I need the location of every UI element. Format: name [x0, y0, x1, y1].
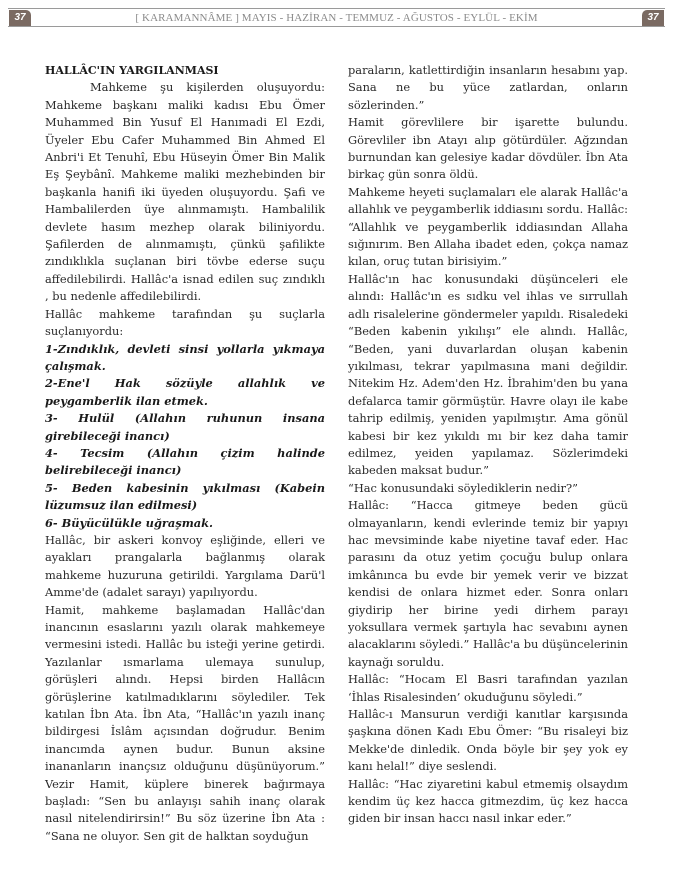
paragraph: Hallâc, bir askeri konvoy eşliğinde, elleri ve ayakları prangalarla bağlanmış olarak mahkeme huzuruna getirildi. Yargılama Darü'l Amme'de (adalet sarayı) yapılıyordu. [45, 532, 325, 600]
charge-item: 4- Tecsim (Allahın çizim halinde belirebileceği inancı) [45, 445, 325, 478]
paragraph: Hallâc'ın hac konusundaki düşünceleri ele alındı: Hallâc'ın es sıdku vel ihlas ve sırrullah adlı risalelerine göndermeler yapıldı. Risaledeki “Beden kabenin yıkılışı” ele alındı. Hallâc, “Beden, yani duvarlardan oluşan kabenin yıkılması, tekrar yapılmasına mani değildir. Nitekim Hz. Adem'den Hz. İbrahim'den bu yana defalarca tamir görmüştür. Havre olayı ile kabe tahrip edilmiş, yeniden yapılmıştır. Ama gönül kabesi bir kez yıkıldı mı bir kez daha tamir edilmez, yeiden yapılamaz. Sözlerimdeki kabeden maksat budur.” [348, 271, 628, 478]
page-number-right: 37 [642, 10, 664, 26]
page-number-left: 37 [9, 10, 31, 26]
paragraph: Hallâc mahkeme tarafından şu suçlarla suçlanıyordu: [45, 306, 325, 339]
paragraph: Hamit görevlilere bir işarette bulundu. Görevliler ibn Atayı alıp götürdüler. Ağzından burnundan kan gelesiye kadar dövdüler. İbn Ata birkaç gün sonra öldü. [348, 115, 628, 182]
paragraph: Mahkeme heyeti suçlamaları ele alarak Hallâc'a allahlık ve peygamberlik iddiasını sordu. Hallâc: “Allahlık ve peygamberlik iddiasından Allaha sığınırım. Ben Allaha ibadet eden, çokça namaz kılan, oruç tutan birisiyim.” [348, 184, 628, 269]
paragraph: Hamit, mahkeme başlamadan Hallâc'dan inancının esaslarını yazılı olarak mahkemeye vermesini istedi. Hallâc bu isteği yerine getirdi. Yazılanlar ısmarlama ulemaya sunulup, görüşleri alındı. Hepsi birden Hallâcın görüşlerine katılmadıklarını söylediler. Tek katılan İbn Ata. İbn Ata, “Hallâc'ın yazılı inanç bildirgesi İslâm açısından doğrudur. Benim inancımda aynen budur. Bunun aksine inananların inançsız olduğunu düşünüyorum.” Vezir Hamit, küplere binerek bağırmaya başladı: “Sen bu anlayışı sahih inanç olarak nasıl nitelendirirsin!” Bu söz üzerine İbn Ata : “Sana ne oluyor. Sen git de halktan soyduğun [45, 602, 325, 843]
charge-item: 1-Zındıklık, devleti sinsi yollarla yıkmaya çalışmak. [45, 341, 325, 373]
paragraph: Hallâc: “Hacca gitmeye beden gücü olmayanların, kendi evlerinde temiz bir yapıyı hac mevsiminde kabe niyetine tavaf eder. Hac parasını da otuz yetim çocuğu bulup onlara imkânınca bu evde bir yemek verir ve bizzat kendisi de onlara hizmet eder. Sonra onları giydirip her birine yedi dirhem parayı yoksullara vermek şartıyla hac sevabını aynen alacaklarını söyledi.” Hallâc'a bu düşüncelerinin kaynağı soruldu. [348, 498, 628, 669]
paragraph: Hallâc: “Hac ziyaretini kabul etmemiş olsaydım kendim üç kez hacca gitmezdim, üç kez hacca giden bir insan haccı nasıl inkar eder.” [348, 776, 628, 826]
running-header [8, 8, 665, 27]
paragraph: Mahkeme şu kişilerden oluşuyordu: Mahkeme başkanı maliki kadısı Ebu Ömer Muhammed Bin Yusuf El Hanımadi El Ezdi, Üyeler Ebu Cafer Muhammed Bin Ahmed El Anbri'i Et Tenuhî, Ebu Hüseyin Ömer Bin Malik Eş Şeybânî. Mahkeme maliki mezhebinden bir başkanla hanifi iki üyeden oluşuyordu. Şafi ve Hambalilerden üye alınmamıştı. Hambalilik devlete hasım mezhep olarak biliniyordu. Şafilerden de alınmamıştı, çünkü şafilikte zındıklıkla suçlanan biri tövbe ederse suçu affedilebilirdi. Hallâc'a isnad edilen suç zındıklı , bu nedenle affedilebilirdi. [45, 80, 325, 304]
paragraph: Hallâc-ı Mansurun verdiği kanıtlar karşısında şaşkına dönen Kadı Ebu Ömer: “Bu risaleyi biz Mekke'de dinledik. Onda böyle bir şey yok ey kanı helal!” diye seslendi. [348, 707, 628, 774]
charge-item: 3- Hulül (Allahın ruhunun insana girebileceği inancı) [45, 411, 325, 443]
right-column [348, 62, 628, 828]
publication-title: [ KARAMANNÂME ] MAYIS - HAZİRAN - TEMMUZ - AĞUSTOS - EYLÜL - EKİM [135, 12, 538, 24]
paragraph: Hallâc: “Hocam El Basri tarafından yazılan ‘İhlas Risalesinden’ okuduğunu söyledi.” [348, 672, 628, 704]
article-heading: HALLÂC'IN YARGILANMASI [45, 64, 219, 77]
charge-item: 2-Ene'l Hak sözüyle allahlık ve peygamberlik ilan etmek. [45, 376, 325, 408]
paragraph: “Hac konusundaki söylediklerin nedir?” [348, 480, 578, 495]
paragraph: paraların, katlettirdiğin insanların hesabını yap. Sana ne bu yüce zatlardan, onların sözlerinden.” [348, 63, 628, 112]
charge-item: 5- Beden kabesinin yıkılması (Kabein lüzumsuz ilan edilmesi) [45, 480, 325, 513]
left-column [45, 62, 325, 845]
charge-item: 6- Büyücülükle uğraşmak. [45, 515, 214, 530]
